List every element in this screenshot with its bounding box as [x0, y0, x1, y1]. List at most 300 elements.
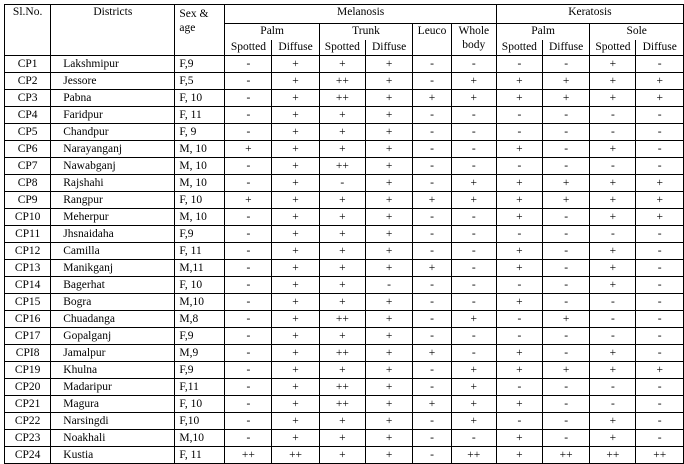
keratosis-sole-spotted-cell: + — [590, 56, 636, 73]
sl-no-cell: CP21 — [5, 396, 51, 413]
melanosis-palm-spotted-cell: - — [225, 73, 272, 90]
keratosis-sole-diffuse-cell: - — [636, 311, 684, 328]
keratosis-sole-spotted-cell: + — [590, 209, 636, 226]
table-body — [5, 56, 684, 464]
melanosis-trunk-spotted-cell: + — [319, 107, 365, 124]
district-cell: Pabna — [51, 90, 175, 107]
header-trunk-diffuse: Diffuse — [365, 40, 412, 56]
melanosis-trunk-spotted-cell: + — [319, 209, 365, 226]
keratosis-sole-spotted-cell: - — [590, 328, 636, 345]
melanosis-trunk-diffuse-cell: + — [365, 124, 412, 141]
sl-no-cell: CP24 — [5, 447, 51, 464]
keratosis-palm-spotted-cell: + — [496, 90, 542, 107]
melanosis-trunk-diffuse-cell: + — [365, 243, 412, 260]
keratosis-sole-diffuse-cell: - — [636, 396, 684, 413]
sex-age-cell: M, 10 — [175, 158, 225, 175]
melanosis-trunk-spotted-cell: + — [319, 124, 365, 141]
keratosis-sole-spotted-cell: - — [590, 124, 636, 141]
melanosis-palm-spotted-cell: - — [225, 158, 272, 175]
melanosis-trunk-spotted-cell: ++ — [319, 311, 365, 328]
header-trunk-spotted: Spotted — [319, 40, 365, 56]
header-palm-diffuse: Diffuse — [272, 40, 319, 56]
district-cell: Gopalganj — [51, 328, 175, 345]
melanosis-palm-spotted-cell: - — [225, 107, 272, 124]
keratosis-sole-spotted-cell: - — [590, 294, 636, 311]
keratosis-palm-spotted-cell: + — [496, 209, 542, 226]
keratosis-sole-spotted-cell: + — [590, 277, 636, 294]
keratosis-sole-diffuse-cell: - — [636, 141, 684, 158]
melanosis-trunk-spotted-cell: + — [319, 328, 365, 345]
keratosis-sole-diffuse-cell: + — [636, 192, 684, 209]
district-cell: Magura — [51, 396, 175, 413]
table-row — [5, 294, 684, 311]
melanosis-palm-diffuse-cell: + — [272, 124, 319, 141]
header-melanosis-trunk: Trunk — [319, 24, 413, 41]
keratosis-sole-diffuse-cell: - — [636, 124, 684, 141]
sex-age-cell: F, 10 — [175, 192, 225, 209]
sex-age-cell: M, 10 — [175, 141, 225, 158]
keratosis-palm-spotted-cell: + — [496, 362, 542, 379]
whole-body-cell: - — [451, 328, 496, 345]
melanosis-palm-spotted-cell: ++ — [225, 447, 272, 464]
melanosis-palm-diffuse-cell: + — [272, 362, 319, 379]
sex-age-cell: F, 9 — [175, 124, 225, 141]
melanosis-palm-spotted-cell: - — [225, 243, 272, 260]
sl-no-cell: CP22 — [5, 413, 51, 430]
district-cell: Narsingdi — [51, 413, 175, 430]
whole-body-cell: + — [451, 175, 496, 192]
table-row — [5, 328, 684, 345]
keratosis-sole-spotted-cell: - — [590, 226, 636, 243]
district-cell: Rangpur — [51, 192, 175, 209]
leuco-cell: + — [413, 396, 451, 413]
melanosis-palm-spotted-cell: - — [225, 226, 272, 243]
keratosis-sole-spotted-cell: - — [590, 396, 636, 413]
keratosis-sole-diffuse-cell: - — [636, 413, 684, 430]
keratosis-palm-diffuse-cell: - — [542, 260, 589, 277]
melanosis-trunk-spotted-cell: - — [319, 175, 365, 192]
keratosis-palm-spotted-cell: - — [496, 124, 542, 141]
sl-no-cell: CP1 — [5, 56, 51, 73]
melanosis-palm-diffuse-cell: + — [272, 260, 319, 277]
leuco-cell: - — [413, 158, 451, 175]
header-kpalm-diffuse: Diffuse — [542, 40, 589, 56]
whole-body-cell: - — [451, 158, 496, 175]
melanosis-trunk-spotted-cell: + — [319, 277, 365, 294]
keratosis-palm-spotted-cell: - — [496, 277, 542, 294]
district-cell: Faridpur — [51, 107, 175, 124]
leuco-cell: - — [413, 413, 451, 430]
sex-age-cell: M,10 — [175, 430, 225, 447]
melanosis-trunk-diffuse-cell: + — [365, 175, 412, 192]
keratosis-sole-spotted-cell: + — [590, 141, 636, 158]
melanosis-palm-diffuse-cell: + — [272, 107, 319, 124]
district-cell: Kustia — [51, 447, 175, 464]
district-cell: Manikganj — [51, 260, 175, 277]
sex-age-cell: F,11 — [175, 379, 225, 396]
table-row — [5, 396, 684, 413]
melanosis-palm-spotted-cell: - — [225, 413, 272, 430]
table-row — [5, 430, 684, 447]
district-cell: Jhsnaidaha — [51, 226, 175, 243]
district-cell: Nawabganj — [51, 158, 175, 175]
melanosis-trunk-spotted-cell: + — [319, 260, 365, 277]
sex-age-cell: M,10 — [175, 294, 225, 311]
sex-age-cell: F,10 — [175, 413, 225, 430]
whole-body-cell: + — [451, 362, 496, 379]
melanosis-trunk-spotted-cell: + — [319, 243, 365, 260]
melanosis-palm-spotted-cell: - — [225, 209, 272, 226]
table-row — [5, 311, 684, 328]
whole-body-cell: - — [451, 243, 496, 260]
sl-no-cell: CP4 — [5, 107, 51, 124]
melanosis-trunk-spotted-cell: ++ — [319, 379, 365, 396]
keratosis-sole-spotted-cell: + — [590, 362, 636, 379]
keratosis-sole-diffuse-cell: - — [636, 243, 684, 260]
melanosis-trunk-diffuse-cell: + — [365, 362, 412, 379]
keratosis-palm-spotted-cell: + — [496, 396, 542, 413]
sl-no-cell: CP19 — [5, 362, 51, 379]
leuco-cell: - — [413, 175, 451, 192]
sex-age-cell: F,9 — [175, 226, 225, 243]
keratosis-sole-spotted-cell: + — [590, 90, 636, 107]
melanosis-trunk-spotted-cell: + — [319, 56, 365, 73]
header-row-1 — [5, 5, 684, 24]
melanosis-palm-diffuse-cell: + — [272, 209, 319, 226]
melanosis-palm-diffuse-cell: + — [272, 345, 319, 362]
melanosis-palm-spotted-cell: - — [225, 124, 272, 141]
whole-body-cell: + — [451, 73, 496, 90]
table-row — [5, 413, 684, 430]
sl-no-cell: CP11 — [5, 226, 51, 243]
sex-age-cell: M, 10 — [175, 175, 225, 192]
sl-no-cell: CP20 — [5, 379, 51, 396]
whole-body-cell: - — [451, 345, 496, 362]
district-cell: Chuadanga — [51, 311, 175, 328]
sl-no-cell: CP6 — [5, 141, 51, 158]
sex-age-cell: F,9 — [175, 328, 225, 345]
keratosis-sole-spotted-cell: - — [590, 311, 636, 328]
keratosis-sole-diffuse-cell: - — [636, 430, 684, 447]
table-row — [5, 243, 684, 260]
keratosis-sole-spotted-cell: + — [590, 175, 636, 192]
keratosis-sole-spotted-cell: ++ — [590, 447, 636, 464]
table-row — [5, 447, 684, 464]
leuco-cell: - — [413, 430, 451, 447]
melanosis-trunk-diffuse-cell: + — [365, 294, 412, 311]
melanosis-trunk-diffuse-cell: + — [365, 413, 412, 430]
sex-age-cell: F, 10 — [175, 90, 225, 107]
whole-body-cell: - — [451, 277, 496, 294]
sl-no-cell: CP17 — [5, 328, 51, 345]
melanosis-palm-spotted-cell: - — [225, 362, 272, 379]
keratosis-sole-spotted-cell: + — [590, 345, 636, 362]
leuco-cell: + — [413, 260, 451, 277]
sex-age-cell: F, 11 — [175, 243, 225, 260]
whole-body-cell: + — [451, 413, 496, 430]
melanosis-palm-spotted-cell: - — [225, 379, 272, 396]
table-row — [5, 124, 684, 141]
melanosis-trunk-spotted-cell: ++ — [319, 345, 365, 362]
melanosis-trunk-spotted-cell: + — [319, 430, 365, 447]
keratosis-palm-spotted-cell: + — [496, 345, 542, 362]
leuco-cell: - — [413, 328, 451, 345]
district-cell: Jamalpur — [51, 345, 175, 362]
melanosis-trunk-spotted-cell: ++ — [319, 158, 365, 175]
keratosis-sole-diffuse-cell: + — [636, 90, 684, 107]
keratosis-palm-spotted-cell: - — [496, 328, 542, 345]
keratosis-sole-diffuse-cell: + — [636, 209, 684, 226]
keratosis-palm-spotted-cell: + — [496, 141, 542, 158]
sex-age-cell: M, 10 — [175, 209, 225, 226]
leuco-cell: - — [413, 124, 451, 141]
header-kpalm-spotted: Spotted — [496, 40, 542, 56]
table-row — [5, 73, 684, 90]
keratosis-sole-spotted-cell: - — [590, 379, 636, 396]
melanosis-trunk-spotted-cell: ++ — [319, 90, 365, 107]
sl-no-cell: CP12 — [5, 243, 51, 260]
sl-no-cell: CP10 — [5, 209, 51, 226]
leuco-cell: - — [413, 141, 451, 158]
keratosis-palm-diffuse-cell: - — [542, 396, 589, 413]
keratosis-sole-spotted-cell: + — [590, 430, 636, 447]
table-container — [4, 4, 684, 464]
sl-no-cell: CP2 — [5, 73, 51, 90]
melanosis-palm-spotted-cell: - — [225, 90, 272, 107]
melanosis-trunk-diffuse-cell: + — [365, 192, 412, 209]
keratosis-sole-diffuse-cell: + — [636, 73, 684, 90]
sl-no-cell: CP5 — [5, 124, 51, 141]
keratosis-sole-diffuse-cell: - — [636, 328, 684, 345]
melanosis-palm-diffuse-cell: ++ — [272, 447, 319, 464]
melanosis-palm-diffuse-cell: + — [272, 175, 319, 192]
melanosis-palm-diffuse-cell: + — [272, 379, 319, 396]
leuco-cell: - — [413, 311, 451, 328]
leuco-cell: - — [413, 362, 451, 379]
melanosis-trunk-diffuse-cell: + — [365, 56, 412, 73]
melanosis-palm-spotted-cell: - — [225, 260, 272, 277]
header-districts: Districts — [51, 5, 175, 56]
melanosis-palm-spotted-cell: - — [225, 396, 272, 413]
melanosis-trunk-diffuse-cell: + — [365, 107, 412, 124]
keratosis-sole-diffuse-cell: - — [636, 379, 684, 396]
leuco-cell: - — [413, 73, 451, 90]
keratosis-palm-spotted-cell: + — [496, 447, 542, 464]
sl-no-cell: CP16 — [5, 311, 51, 328]
district-cell: Jessore — [51, 73, 175, 90]
melanosis-palm-spotted-cell: - — [225, 345, 272, 362]
sl-no-cell: CP8 — [5, 175, 51, 192]
district-cell: Camilla — [51, 243, 175, 260]
leuco-cell: - — [413, 294, 451, 311]
table-row — [5, 226, 684, 243]
keratosis-palm-spotted-cell: + — [496, 243, 542, 260]
header-sole-spotted: Spotted — [590, 40, 636, 56]
keratosis-palm-diffuse-cell: - — [542, 294, 589, 311]
sex-age-cell: M,9 — [175, 345, 225, 362]
keratosis-palm-spotted-cell: - — [496, 56, 542, 73]
keratosis-palm-spotted-cell: + — [496, 294, 542, 311]
melanosis-trunk-diffuse-cell: + — [365, 209, 412, 226]
keratosis-palm-spotted-cell: + — [496, 175, 542, 192]
melanosis-trunk-diffuse-cell: + — [365, 311, 412, 328]
sex-age-cell: F,9 — [175, 56, 225, 73]
header-sl-no: Sl.No. — [5, 5, 51, 56]
keratosis-sole-spotted-cell: + — [590, 413, 636, 430]
melanosis-trunk-diffuse-cell: + — [365, 260, 412, 277]
whole-body-cell: ++ — [451, 447, 496, 464]
sex-age-cell: F, 10 — [175, 396, 225, 413]
sl-no-cell: CP3 — [5, 90, 51, 107]
header-keratosis-palm: Palm — [496, 24, 590, 41]
melanosis-trunk-diffuse-cell: + — [365, 345, 412, 362]
melanosis-palm-diffuse-cell: + — [272, 311, 319, 328]
melanosis-trunk-spotted-cell: + — [319, 362, 365, 379]
keratosis-palm-diffuse-cell: - — [542, 124, 589, 141]
melanosis-trunk-diffuse-cell: + — [365, 158, 412, 175]
melanosis-palm-diffuse-cell: + — [272, 158, 319, 175]
melanosis-trunk-spotted-cell: + — [319, 447, 365, 464]
whole-body-cell: - — [451, 124, 496, 141]
melanosis-trunk-diffuse-cell: + — [365, 90, 412, 107]
melanosis-trunk-diffuse-cell: + — [365, 226, 412, 243]
keratosis-sole-diffuse-cell: - — [636, 56, 684, 73]
leuco-cell: - — [413, 447, 451, 464]
district-cell: Madaripur — [51, 379, 175, 396]
leuco-cell: + — [413, 192, 451, 209]
melanosis-palm-diffuse-cell: + — [272, 192, 319, 209]
whole-body-cell: + — [451, 379, 496, 396]
table-row — [5, 277, 684, 294]
district-cell: Bogra — [51, 294, 175, 311]
keratosis-sole-spotted-cell: + — [590, 243, 636, 260]
melanosis-palm-diffuse-cell: + — [272, 328, 319, 345]
melanosis-palm-diffuse-cell: + — [272, 413, 319, 430]
table-row — [5, 158, 684, 175]
whole-body-cell: - — [451, 226, 496, 243]
keratosis-sole-diffuse-cell: - — [636, 158, 684, 175]
symptoms-table — [4, 4, 684, 464]
melanosis-palm-diffuse-cell: + — [272, 396, 319, 413]
keratosis-sole-diffuse-cell: - — [636, 226, 684, 243]
melanosis-trunk-diffuse-cell: + — [365, 328, 412, 345]
table-row — [5, 192, 684, 209]
table-row — [5, 107, 684, 124]
melanosis-palm-spotted-cell: - — [225, 56, 272, 73]
melanosis-trunk-spotted-cell: + — [319, 294, 365, 311]
table-row — [5, 56, 684, 73]
keratosis-palm-diffuse-cell: - — [542, 209, 589, 226]
keratosis-palm-diffuse-cell: - — [542, 277, 589, 294]
keratosis-palm-spotted-cell: - — [496, 413, 542, 430]
header-whole-body: Whole body — [451, 24, 496, 56]
header-sole-diffuse: Diffuse — [636, 40, 684, 56]
sl-no-cell: CP15 — [5, 294, 51, 311]
melanosis-palm-spotted-cell: - — [225, 294, 272, 311]
keratosis-palm-diffuse-cell: - — [542, 328, 589, 345]
keratosis-palm-spotted-cell: - — [496, 158, 542, 175]
keratosis-sole-spotted-cell: - — [590, 158, 636, 175]
keratosis-palm-diffuse-cell: - — [542, 345, 589, 362]
header-palm-spotted: Spotted — [225, 40, 272, 56]
sex-age-cell: F,9 — [175, 362, 225, 379]
melanosis-trunk-diffuse-cell: + — [365, 379, 412, 396]
melanosis-palm-spotted-cell: - — [225, 175, 272, 192]
keratosis-palm-diffuse-cell: - — [542, 430, 589, 447]
keratosis-sole-diffuse-cell: - — [636, 260, 684, 277]
melanosis-palm-spotted-cell: + — [225, 192, 272, 209]
melanosis-trunk-diffuse-cell: + — [365, 447, 412, 464]
district-cell: Meherpur — [51, 209, 175, 226]
sex-age-cell: F, 11 — [175, 107, 225, 124]
keratosis-palm-spotted-cell: - — [496, 379, 542, 396]
table-row — [5, 345, 684, 362]
keratosis-sole-diffuse-cell: + — [636, 362, 684, 379]
melanosis-trunk-spotted-cell: ++ — [319, 73, 365, 90]
melanosis-palm-diffuse-cell: + — [272, 226, 319, 243]
district-cell: Bagerhat — [51, 277, 175, 294]
whole-body-cell: - — [451, 260, 496, 277]
melanosis-palm-diffuse-cell: + — [272, 243, 319, 260]
melanosis-trunk-diffuse-cell: + — [365, 430, 412, 447]
keratosis-sole-diffuse-cell: + — [636, 175, 684, 192]
keratosis-sole-spotted-cell: + — [590, 192, 636, 209]
leuco-cell: - — [413, 243, 451, 260]
table-row — [5, 90, 684, 107]
melanosis-trunk-spotted-cell: + — [319, 192, 365, 209]
table-row — [5, 141, 684, 158]
melanosis-palm-spotted-cell: - — [225, 430, 272, 447]
header-melanosis-palm: Palm — [225, 24, 319, 41]
keratosis-sole-diffuse-cell: - — [636, 107, 684, 124]
melanosis-palm-diffuse-cell: + — [272, 141, 319, 158]
keratosis-palm-diffuse-cell: ++ — [542, 447, 589, 464]
whole-body-cell: + — [451, 192, 496, 209]
sex-age-cell: M,8 — [175, 311, 225, 328]
sl-no-cell: CP13 — [5, 260, 51, 277]
melanosis-trunk-diffuse-cell: + — [365, 73, 412, 90]
melanosis-palm-spotted-cell: - — [225, 277, 272, 294]
district-cell: Narayanganj — [51, 141, 175, 158]
leuco-cell: - — [413, 56, 451, 73]
keratosis-palm-diffuse-cell: - — [542, 226, 589, 243]
melanosis-palm-diffuse-cell: + — [272, 56, 319, 73]
sl-no-cell: CPI8 — [5, 345, 51, 362]
district-cell: Noakhali — [51, 430, 175, 447]
melanosis-trunk-diffuse-cell: + — [365, 396, 412, 413]
whole-body-cell: - — [451, 430, 496, 447]
keratosis-palm-diffuse-cell: + — [542, 175, 589, 192]
keratosis-palm-diffuse-cell: - — [542, 243, 589, 260]
keratosis-sole-diffuse-cell: ++ — [636, 447, 684, 464]
melanosis-trunk-spotted-cell: ++ — [319, 396, 365, 413]
sl-no-cell: CP14 — [5, 277, 51, 294]
whole-body-cell: - — [451, 56, 496, 73]
table-row — [5, 362, 684, 379]
district-cell: Rajshahi — [51, 175, 175, 192]
table-row — [5, 260, 684, 277]
leuco-cell: - — [413, 277, 451, 294]
melanosis-trunk-diffuse-cell: - — [365, 277, 412, 294]
keratosis-palm-diffuse-cell: - — [542, 158, 589, 175]
whole-body-cell: + — [451, 90, 496, 107]
leuco-cell: - — [413, 107, 451, 124]
keratosis-palm-diffuse-cell: - — [542, 413, 589, 430]
keratosis-sole-diffuse-cell: - — [636, 294, 684, 311]
melanosis-palm-spotted-cell: - — [225, 328, 272, 345]
melanosis-palm-diffuse-cell: + — [272, 277, 319, 294]
keratosis-palm-diffuse-cell: + — [542, 90, 589, 107]
